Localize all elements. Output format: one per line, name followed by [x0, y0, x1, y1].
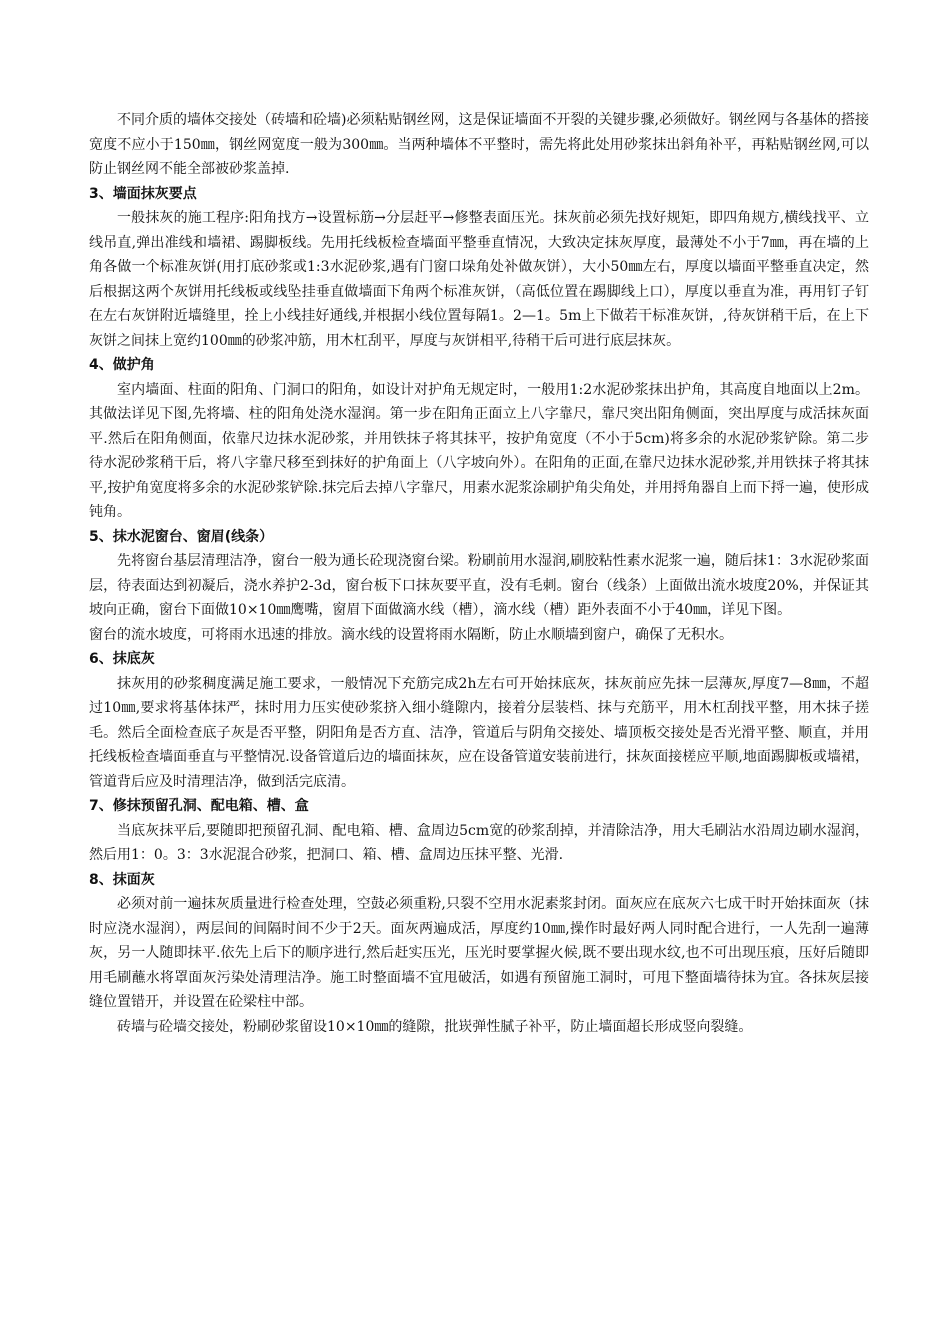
heading-section-8: 8、抹面灰: [89, 871, 155, 888]
paragraph-openings-repair: 当底灰抹平后,要随即把预留孔洞、配电箱、槽、盒周边5cm宽的砂浆刮掉，并清除洁净，用大毛刷沾水沿周边刷水湿润，然后用1：0。3：3水泥混合砂浆，把洞口、箱、槽、盒周边压抹平整、光滑.: [89, 822, 869, 863]
paragraph-wall-junction: 砖墙与砼墙交接处，粉刷砂浆留设10×10㎜的缝隙，批崁弹性腻子补平，防止墙面超长形成竖向裂缝。: [117, 1018, 753, 1035]
heading-section-6: 6、抹底灰: [89, 651, 155, 667]
heading-section-4: 4、做护角: [89, 357, 155, 373]
paragraph-corner-protection: 室内墙面、柱面的阳角、门洞口的阳角，如设计对护角无规定时，一般用1:2水泥砂浆抹出护角，其高度自地面以上2m。其做法详见下图,先将墙、柱的阳角处浇水湿润。第一步在阳角正面立上八字靠尺，靠尺突出阳角侧面，突出厚度与成活抹灰面平.然后在阳角侧面，依靠尺边抹水泥砂浆，并用铁抹子将其抹平，按护角宽度（不小于5cm)将多余的水泥砂浆铲除。第二步待水泥砂浆稍干后，将八字靠尺移至到抹好的护角面上（八字坡向外）。在阳角的正面,在靠尺边抹水泥砂浆,并用铁抹子将其抹平,按护角宽度将多余的水泥砂浆铲除.抹完后去掉八字靠尺，用素水泥浆涂刷护角尖角处，并用捋角器自上而下捋一遍，使形成钝角。: [89, 381, 869, 520]
paragraph-window-sill: 先将窗台基层清理洁净，窗台一般为通长砼现浇窗台梁。粉刷前用水湿润,刷胶粘性素水泥浆一遍，随后抹1：3水泥砂浆面层，待表面达到初凝后，浇水养护2-3d，窗台板下口抹灰要平直，没有毛刺。窗台（线条）上面做出流水坡度20%，并保证其坡向正确，窗台下面做10×10㎜鹰嘴，窗眉下面做滴水线（槽），滴水线（槽）距外表面不小于40㎜，详见下图。: [89, 553, 869, 618]
paragraph-wire-mesh: 不同介质的墙体交接处（砖墙和砼墙)必须粘贴钢丝网，这是保证墙面不开裂的关键步骤,必须做好。钢丝网与各基体的搭接宽度不应小于150㎜，钢丝网宽度一般为300㎜。当两种墙体不平整时，需先将此处用砂浆抹出斜角补平，再粘贴钢丝网,可以防止钢丝网不能全部被砂浆盖掉.: [89, 112, 869, 177]
heading-section-5: 5、抹水泥窗台、窗眉(线条）: [89, 528, 274, 545]
heading-section-3: 3、墙面抹灰要点: [89, 185, 197, 202]
paragraph-finish-coat: 必须对前一遍抹灰质量进行检查处理，空鼓必须重粉,只裂不空用水泥素浆封闭。面灰应在底灰六七成干时开始抹面灰（抹时应浇水湿润），两层间的间隔时间不少于2天。面灰两遍成活，厚度约10㎜,操作时最好两人同时配合进行，一人先刮一遍薄灰，另一人随即抹平.依先上后下的顺序进行,然后赶实压光，压光时要掌握火候,既不要出现水纹,也不可出现压痕，压好后随即用毛刷蘸水将罩面灰污染处清理洁净。施工时整面墙不宜甩破活，如遇有预留施工洞时，可甩下整面墙待抹为宜。各抹灰层接缝位置错开，并设置在砼梁柱中部。: [89, 896, 869, 1010]
document-page: [89, 108, 869, 1039]
paragraph-base-coat: 抹灰用的砂浆稠度满足施工要求，一般情况下充筋完成2h左右可开始抹底灰，抹灰前应先抹一层薄灰,厚度7—8㎜，不超过10㎜,要求将基体抹严，抹时用力压实使砂浆挤入细小缝隙内，接着分层装档、抹与充筋平，用木杠刮找平整，用木抹子搓毛。然后全面检查底子灰是否平整，阴阳角是否方直、洁净，管道后与阴角交接处、墙顶板交接处是否光滑平整、顺直，并用托线板检查墙面垂直与平整情况.设备管道后边的墙面抹灰，应在设备管道安装前进行，抹灰面接槎应平顺,地面踢脚板或墙裙，管道背后应及时清理洁净，做到活完底清。: [89, 675, 869, 790]
heading-section-7: 7、修抹预留孔洞、配电箱、槽、盒: [89, 798, 309, 814]
paragraph-drainage-slope: 窗台的流水坡度，可将雨水迅速的排放。滴水线的设置将雨水隔断，防止水顺墙到窗户，确保了无积水。: [89, 626, 733, 643]
paragraph-plastering-points: 一般抹灰的施工程序:阳角找方→设置标筋→分层赶平→修整表面压光。抹灰前必须先找好规矩，即四角规方,横线找平、立线吊直,弹出准线和墙裙、踢脚板线。先用托线板检查墙面平整垂直情况，大致决定抹灰厚度，最薄处不小于7㎜，再在墙的上角各做一个标准灰饼(用打底砂浆或1:3水泥砂浆,遇有门窗口垛角处补做灰饼），大小50㎜左右，厚度以墙面平整垂直决定，然后根据这两个灰饼用托线板或线坠挂垂直做墙面下角两个标准灰饼，（高低位置在踢脚线上口），厚度以垂直为准，再用钉子钉在左右灰饼附近墙缝里，拴上小线挂好通线,并根据小线位置每隔1。2—1。5m上下做若干标准灰饼，,待灰饼稍干后，在上下灰饼之间抹上宽约100㎜的砂浆冲筋，用木杠刮平，厚度与灰饼相平,待稍干后可进行底层抹灰。: [89, 210, 869, 349]
